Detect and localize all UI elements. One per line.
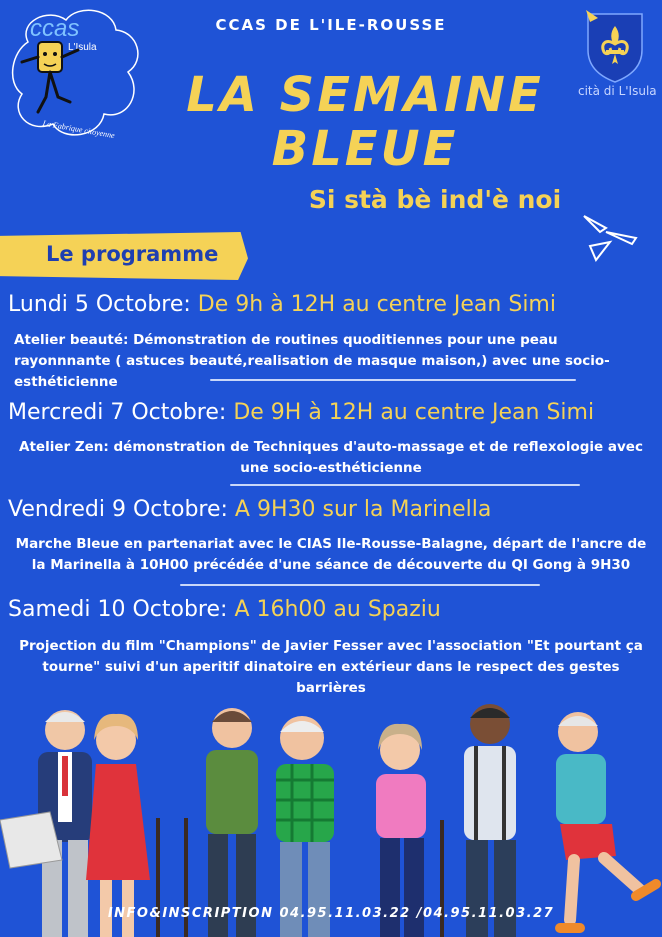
organization-title: CCAS DE L'ILE-ROUSSE	[215, 16, 447, 34]
event-1-description: Atelier beauté: Démonstration de routines quoditiennes pour une peau rayonnnante ( astuces beauté,realisation de masque maison,) avec une socio-esthéticienne	[14, 332, 610, 390]
event-1-heading	[8, 292, 556, 317]
event-time-place: De 9H à 12H au centre Jean Simi	[233, 400, 595, 425]
seniors-illustration	[0, 700, 662, 937]
subtitle: Si stà bè ind'è noi	[308, 185, 562, 214]
logo-script: La Fabrique citoyenne	[42, 118, 116, 141]
event-3-description: Marche Bleue en partenariat avec le CIAS Ile-Rousse-Balagne, départ de l'ancre de la Marinella à 10H00 précédée d'une séance de découverte du QI Gong à 9H30	[15, 536, 647, 573]
event-day: Mercredi 7 Octobre:	[8, 400, 227, 425]
senior-man-plaid-shirt-figure	[276, 716, 334, 937]
event-time-place: A 9H30 sur la Marinella	[234, 497, 492, 522]
event-day: Samedi 10 Octobre:	[8, 597, 228, 622]
divider	[180, 584, 540, 586]
event-2-description: Atelier Zen: démonstration de Techniques d'auto-massage et de reflexologie avec une socio-esthéticienne	[19, 439, 643, 476]
event-4-description: Projection du film "Champions" de Javier Fesser avec l'association "Et pourtant ça tourne" suivi d'un aperitif dinatoire en extérieur dans le respect des gestes barrières	[19, 638, 643, 696]
programme-heading: Le programme	[46, 242, 219, 266]
event-4-heading	[8, 597, 441, 622]
senior-runner-figure	[556, 712, 656, 928]
ccas-logo	[8, 2, 148, 150]
senior-man-suspenders-figure	[464, 704, 516, 937]
title-line-1: LA SEMAINE	[186, 67, 544, 123]
divider	[210, 379, 576, 381]
event-day: Lundi 5 Octobre:	[8, 292, 191, 317]
senior-woman-red-dress-figure	[86, 714, 160, 937]
title-line-2: BLEUE	[271, 121, 459, 177]
info-inscription: INFO&INSCRIPTION 04.95.11.03.22 /04.95.11.03.27	[107, 906, 555, 921]
senior-man-newspaper-figure	[0, 710, 92, 937]
senior-man-green-sweater-figure	[184, 708, 258, 937]
event-time-place: A 16h00 au Spaziu	[234, 597, 441, 622]
sparkle-lines-icon	[576, 208, 646, 264]
event-2-heading	[8, 400, 594, 425]
event-3-heading	[8, 497, 491, 522]
crest-caption: cità di L'Isula	[578, 84, 657, 98]
event-day: Vendredi 9 Octobre:	[8, 497, 228, 522]
logo-sub: L'Isula	[68, 42, 97, 53]
event-time-place: De 9h à 12H au centre Jean Simi	[197, 292, 556, 317]
main-title	[130, 68, 600, 176]
logo-text: ccas	[30, 15, 80, 42]
divider	[230, 484, 580, 486]
